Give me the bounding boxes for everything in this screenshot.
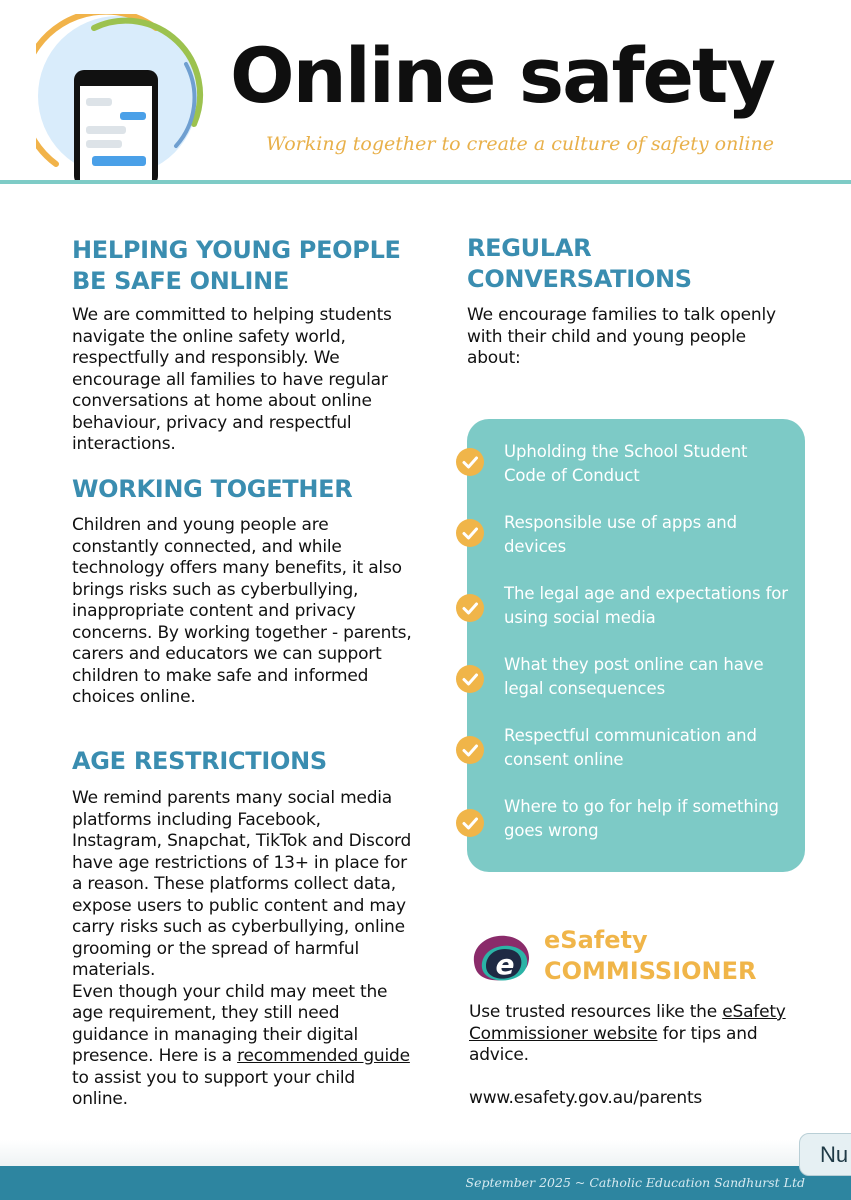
heading-working-together: WORKING TOGETHER	[72, 475, 353, 503]
esafety-body-pre: Use trusted resources like the	[469, 1002, 723, 1022]
checklist-item: Respectful communication and consent online	[504, 726, 757, 769]
esafety-commissioner-name	[544, 925, 757, 987]
paragraph-esafety	[469, 1002, 789, 1067]
checklist-item: Upholding the School Student Code of Conduct	[504, 442, 748, 485]
esafety-body-post: for tips and advice.	[469, 1023, 758, 1065]
recommended-guide-link[interactable]: recommended guide	[237, 1046, 410, 1066]
paragraph-helping: We are committed to helping students navigate the online safety world, respectfully and responsibly. We encourage all families to have regular conversations at home about online behaviour, privacy and respectful interactions.	[72, 305, 392, 454]
esafety-name-line2: COMMISSIONER	[544, 957, 757, 985]
check-circle-icon	[456, 736, 484, 764]
esafety-name-line1: eSafety	[544, 926, 648, 954]
side-tab-label[interactable]: Nu	[820, 1142, 849, 1167]
age-body-2-post: to assist you to support your child online.	[72, 1067, 356, 1109]
esafety-logo	[468, 928, 534, 984]
heading-regular-conversations: REGULAR CONVERSATIONS	[467, 234, 692, 293]
footer-text: September 2025 ~ Catholic Education Sandhurst Ltd	[465, 1175, 805, 1190]
esafety-website-link[interactable]: eSafety Commissioner website	[469, 1002, 786, 1044]
tagline: Working together to create a culture of safety online	[266, 133, 774, 155]
checklist-item: Where to go for help if something goes wrong	[504, 797, 779, 840]
heading-age-restrictions: AGE RESTRICTIONS	[72, 747, 327, 775]
check-circle-icon	[456, 809, 484, 837]
checklist-item: Responsible use of apps and devices	[504, 513, 737, 556]
page-title: Online safety	[230, 31, 774, 120]
check-circle-icon	[456, 665, 484, 693]
age-body-1: We remind parents many social media platforms including Facebook, Instagram, Snapchat, TikTok and Discord have age restrictions of 13+ in place for a reason. These platforms collect data, expose users to public content and may carry risks such as cyberbullying, online grooming or the spread of harmful materials.	[72, 788, 412, 980]
esafety-url[interactable]: www.esafety.gov.au/parents	[469, 1088, 703, 1108]
check-circle-icon	[456, 594, 484, 622]
checklist-item: What they post online can have legal consequences	[504, 655, 764, 698]
check-circle-icon	[456, 448, 484, 476]
paragraph-working-together: Children and young people are constantly connected, and while technology offers many benefits, it also brings risks such as cyberbullying, inappropriate content and privacy concerns. By working together - parents, carers and educators we can support children to make safe and informed choices online.	[72, 515, 412, 707]
header-divider	[0, 180, 851, 184]
esafety-logo-letter: e	[495, 948, 515, 981]
heading-helping: HELPING YOUNG PEOPLE BE SAFE ONLINE	[72, 236, 401, 295]
check-circle-icon	[456, 519, 484, 547]
paragraph-age-restrictions	[72, 788, 412, 1111]
phone-chat-illustration	[36, 14, 204, 184]
age-body-2-pre: Even though your child may meet the age requirement, they still need guidance in managing their digital presence. Here is a	[72, 981, 388, 1066]
paragraph-regular-conversations: We encourage families to talk openly with their child and young people about:	[467, 305, 776, 368]
footer-fade	[0, 1140, 851, 1166]
checklist-item: The legal age and expectations for using social media	[504, 584, 788, 627]
